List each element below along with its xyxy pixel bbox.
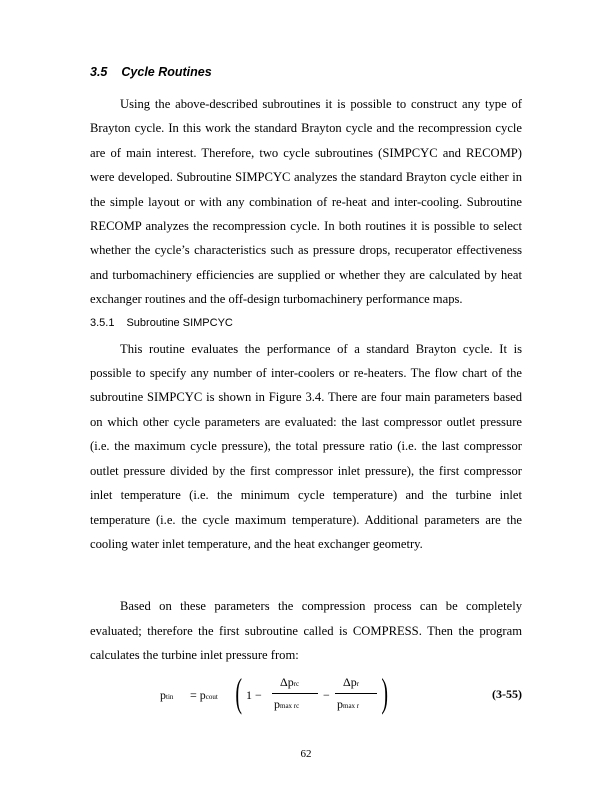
subsection-heading bbox=[90, 316, 522, 330]
den1: pmax rc bbox=[274, 696, 300, 711]
eq-rhs: = pcout bbox=[190, 687, 218, 702]
right-paren: ) bbox=[381, 669, 388, 715]
den2: pmax r bbox=[337, 696, 360, 711]
num1: Δprc bbox=[280, 674, 300, 689]
paragraph: Using the above-described subroutines it is possible to construct any type of Brayton cycle. In this work the standard Brayton cycle and the recompression cycle are of main interest. Therefore, two cycle subroutines (SIMPCYC and RECOMP) were developed. Subroutine SIMPCYC analyzes the standard Brayton cycle either in the simple layout or with any combination of re-heat and inter-cooling. Subroutine RECOMP analyzes the recompression cycle. In both routines it is possible to select whether the cycle’s characteristics such as pressure drops, recuperator effectiveness and turbomachinery efficiencies are supplied or whether they are calculated by heat exchanger routines and the off-design turbomachinery performance maps. bbox=[90, 97, 522, 307]
num2: Δpr bbox=[343, 674, 360, 689]
paragraph: Based on these parameters the compression process can be completely evaluated; therefore the first subroutine called is COMPRESS. Then the program calculates the turbine inlet pressure from: bbox=[90, 599, 522, 663]
section-title: Cycle Routines bbox=[121, 65, 212, 79]
page-number: 62 bbox=[300, 748, 312, 760]
eq-lhs: ptin bbox=[160, 687, 174, 702]
equation bbox=[160, 669, 522, 719]
eq-minus: − bbox=[323, 687, 330, 702]
equation-number: (3-55) bbox=[492, 686, 522, 701]
paragraph: This routine evaluates the performance of a standard Brayton cycle. It is possible to specify any number of inter-coolers or re-heaters. The flow chart of the subroutine SIMPCYC is shown in Figure 3.4. There are four main parameters based on which other cycle parameters are evaluated: the last compressor outlet pressure (i.e. the maximum cycle pressure), the total pressure ratio (i.e. the last compressor outlet pressure divided by the first compressor inlet pressure), the first compressor inlet temperature (i.e. the minimum cycle temperature) and the turbine inlet temperature (i.e. the cycle maximum temperature). Additional parameters are the cooling water inlet temperature, and the heat exchanger geometry. bbox=[90, 341, 522, 551]
section-heading bbox=[90, 64, 522, 80]
eq-one: 1 − bbox=[246, 687, 262, 702]
subsection-title: Subroutine SIMPCYC bbox=[126, 316, 233, 329]
subsection-number: 3.5.1 bbox=[90, 316, 115, 329]
fraction-bar bbox=[335, 693, 377, 694]
fraction-bar bbox=[272, 693, 318, 694]
left-paren: ( bbox=[235, 669, 242, 715]
section-number: 3.5 bbox=[90, 65, 108, 79]
